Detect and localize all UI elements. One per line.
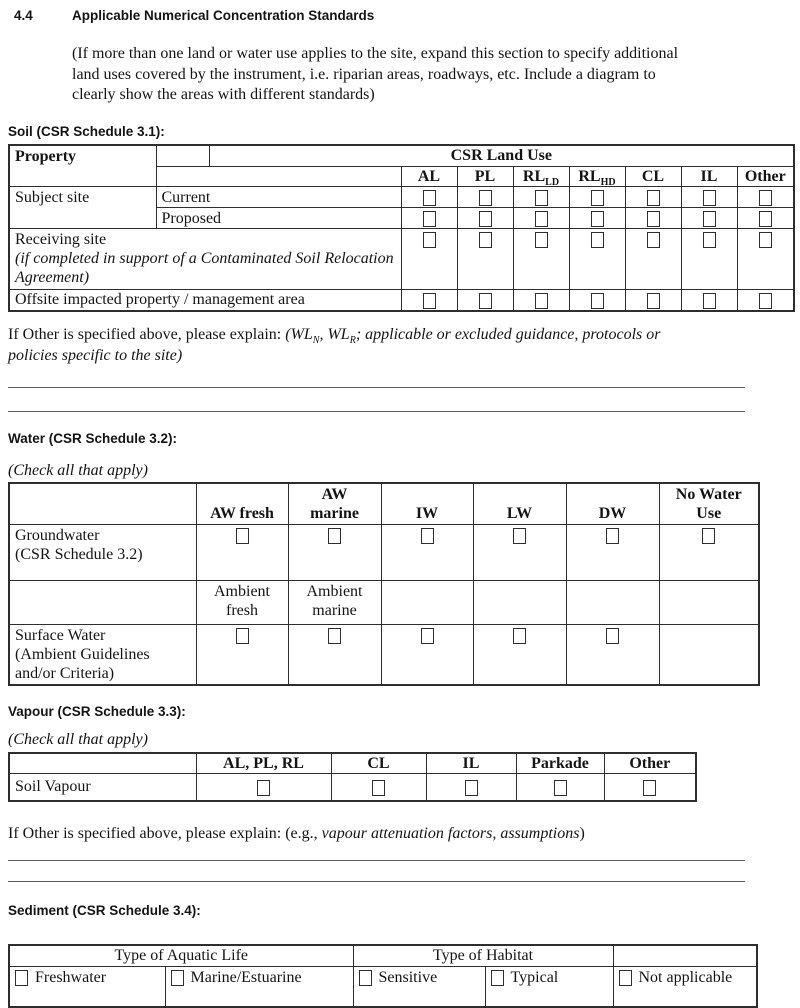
soil-current-cell — [737, 187, 794, 208]
sediment-option-label: Marine/Estuarine — [190, 969, 302, 986]
vapour-table — [8, 752, 697, 802]
surface-water-cell — [381, 625, 473, 685]
water-row-groundwater: Groundwater (CSR Schedule 3.2) — [9, 525, 196, 581]
water-heading: Water (CSR Schedule 3.2): — [8, 430, 178, 446]
vapour-col-header-il: IL — [426, 753, 516, 774]
checkbox-surface-dw[interactable] — [606, 628, 619, 644]
soil-offsite-cell — [625, 290, 681, 311]
checkbox-groundwater-aw-marine[interactable] — [328, 528, 341, 544]
intro-line: land uses covered by the instrument, i.e. riparian areas, roadways, etc. Include a diagram to — [72, 65, 656, 83]
intro-line: (If more than one land or water use applies to the site, expand this section to specify additional — [72, 45, 679, 62]
checkbox-groundwater-dw[interactable] — [606, 528, 619, 544]
sediment-option-label: Not applicable — [638, 969, 733, 986]
soil-current-cell — [569, 187, 625, 208]
soil-offsite-cell — [569, 290, 625, 311]
checkbox-soil-offsite-Other[interactable] — [759, 293, 772, 309]
vapour-explain — [8, 823, 793, 844]
water-blank-cell — [473, 581, 566, 625]
groundwater-cell — [196, 525, 288, 581]
groundwater-cell — [659, 525, 759, 581]
sediment-header-aquatic-life: Type of Aquatic Life — [9, 945, 353, 967]
vapour-blank-cell — [9, 753, 196, 774]
checkbox-soil-offsite-IL[interactable] — [703, 293, 716, 309]
soil-explain-prefix: If Other is specified above, please explain: — [8, 325, 286, 343]
receiving-site-label: Receiving site — [15, 231, 107, 248]
vapour-explain-italic: vapour attenuation factors, assumptions — [321, 824, 580, 842]
checkbox-vapour-il[interactable] — [465, 780, 478, 796]
groundwater-cell — [288, 525, 381, 581]
vapour-col-header-other: Other — [604, 753, 696, 774]
checkbox-soil-receiving-Other[interactable] — [759, 232, 772, 248]
sediment-option-label: Freshwater — [35, 969, 107, 986]
soil-proposed-cell — [457, 208, 513, 229]
soil-vapour-cell — [516, 774, 604, 801]
checkbox-surface-iw[interactable] — [421, 628, 434, 644]
soil-explain-writein-line-1[interactable] — [8, 387, 745, 388]
soil-explain-line2: policies specific to the site) — [8, 346, 183, 364]
checkbox-soil-receiving-RLHD[interactable] — [591, 232, 604, 248]
checkbox-soil-current-RLLD[interactable] — [535, 190, 548, 206]
soil-offsite-cell — [401, 290, 457, 311]
soil-proposed-cell — [681, 208, 737, 229]
groundwater-cell — [566, 525, 659, 581]
soil-row-proposed: Proposed — [156, 208, 401, 229]
soil-proposed-cell — [513, 208, 569, 229]
soil-vapour-cell — [331, 774, 426, 801]
soil-table — [8, 144, 795, 312]
checkbox-soil-receiving-PL[interactable] — [479, 232, 492, 248]
checkbox-soil-proposed-RLHD[interactable] — [591, 211, 604, 227]
vapour-col-header-parkade: Parkade — [516, 753, 604, 774]
water-col-header-iw: IW — [381, 483, 473, 525]
soil-col-header-PL: PL — [457, 167, 513, 187]
surface-water-cell — [288, 625, 381, 685]
soil-col-header-AL: AL — [401, 167, 457, 187]
soil-current-cell — [513, 187, 569, 208]
vapour-explain-writein-line-2[interactable] — [8, 881, 745, 882]
surface-water-cell — [473, 625, 566, 685]
checkbox-soil-current-Other[interactable] — [759, 190, 772, 206]
sediment-heading: Sediment (CSR Schedule 3.4): — [8, 902, 201, 918]
soil-heading: Soil (CSR Schedule 3.1): — [8, 123, 165, 139]
vapour-explain-writein-line-1[interactable] — [8, 860, 745, 861]
receiving-site-note: (if completed in support of a Contaminated Soil Relocation Agreement) — [15, 250, 394, 286]
soil-col-header-Other: Other — [737, 167, 794, 187]
soil-row-subject-site: Subject site — [9, 187, 156, 229]
water-blank-cell — [9, 483, 196, 525]
checkbox-sediment-freshwater[interactable] — [15, 970, 28, 986]
checkbox-soil-proposed-CL[interactable] — [647, 211, 660, 227]
soil-offsite-cell — [737, 290, 794, 311]
checkbox-sediment-not-applicable[interactable] — [619, 970, 632, 986]
soil-proposed-cell — [569, 208, 625, 229]
checkbox-surface-ambient-fresh[interactable] — [236, 628, 249, 644]
soil-receiving-cell — [401, 229, 457, 290]
soil-land-use-header: CSR Land Use — [209, 145, 794, 167]
soil-vapour-cell — [604, 774, 696, 801]
water-ambient-fresh-header: Ambient fresh — [196, 581, 288, 625]
water-check-note: (Check all that apply) — [8, 461, 148, 479]
soil-receiving-cell — [457, 229, 513, 290]
checkbox-soil-proposed-AL[interactable] — [423, 211, 436, 227]
water-col-header-aw-marine: AW marine — [288, 483, 381, 525]
checkbox-soil-offsite-PL[interactable] — [479, 293, 492, 309]
vapour-row-soil-vapour: Soil Vapour — [9, 774, 196, 801]
soil-col-header-IL: IL — [681, 167, 737, 187]
sediment-option-cell — [613, 967, 757, 1007]
checkbox-soil-offsite-RLLD[interactable] — [535, 293, 548, 309]
checkbox-soil-receiving-IL[interactable] — [703, 232, 716, 248]
water-col-header-aw-fresh: AW fresh — [196, 483, 288, 525]
soil-explain: If Other is specified above, please explain: ($WL_N$, $WL_R$; applicable or excluded guidance, protocols or policies specific to the site) — [8, 324, 793, 366]
soil-row-current: Current — [156, 187, 401, 208]
soil-receiving-cell — [513, 229, 569, 290]
checkbox-soil-current-PL[interactable] — [479, 190, 492, 206]
groundwater-cell — [381, 525, 473, 581]
checkbox-soil-receiving-CL[interactable] — [647, 232, 660, 248]
checkbox-vapour-cl[interactable] — [372, 780, 385, 796]
soil-current-cell — [681, 187, 737, 208]
soil-row-offsite: Offsite impacted property / management area — [9, 290, 401, 311]
soil-col-header-CL: CL — [625, 167, 681, 187]
soil-blank-cell — [156, 145, 209, 167]
soil-row-receiving-site — [9, 229, 401, 290]
water-table — [8, 482, 760, 686]
checkbox-soil-current-AL[interactable] — [423, 190, 436, 206]
checkbox-groundwater-no-water-use[interactable] — [702, 528, 715, 544]
checkbox-surface-lw[interactable] — [513, 628, 526, 644]
sediment-option-label: Sensitive — [378, 969, 438, 986]
section-number: 4.4 — [14, 8, 33, 23]
sediment-blank-cell — [613, 945, 757, 967]
vapour-col-header-cl: CL — [331, 753, 426, 774]
checkbox-sediment-sensitive[interactable] — [359, 970, 372, 986]
section-title: Applicable Numerical Concentration Standards — [72, 8, 375, 23]
water-blank-cell — [566, 581, 659, 625]
soil-property-header: Property — [9, 145, 156, 187]
water-blank-cell — [659, 581, 759, 625]
soil-receiving-cell — [737, 229, 794, 290]
soil-vapour-cell — [426, 774, 516, 801]
checkbox-soil-current-RLHD[interactable] — [591, 190, 604, 206]
water-ambient-marine-header: Ambient marine — [288, 581, 381, 625]
water-col-header-no-water-use: No Water Use — [659, 483, 759, 525]
vapour-explain-prefix: If Other is specified above, please explain: (e.g., — [8, 824, 322, 842]
checkbox-soil-proposed-PL[interactable] — [479, 211, 492, 227]
groundwater-cell — [473, 525, 566, 581]
vapour-col-header-al-pl-rl: AL, PL, RL — [196, 753, 331, 774]
checkbox-sediment-marine-estuarine[interactable] — [171, 970, 184, 986]
surface-water-cell — [196, 625, 288, 685]
sediment-table — [8, 944, 758, 1008]
intro-paragraph — [72, 44, 793, 106]
soil-receiving-cell — [569, 229, 625, 290]
vapour-heading: Vapour (CSR Schedule 3.3): — [8, 703, 186, 719]
checkbox-vapour-parkade[interactable] — [554, 780, 567, 796]
checkbox-groundwater-lw[interactable] — [513, 528, 526, 544]
soil-receiving-cell — [681, 229, 737, 290]
surface-water-cell — [566, 625, 659, 685]
checkbox-vapour-other[interactable] — [643, 780, 656, 796]
water-row-surface-water: Surface Water (Ambient Guidelines and/or Criteria) — [9, 625, 196, 685]
soil-current-cell — [457, 187, 513, 208]
soil-vapour-cell — [196, 774, 331, 801]
checkbox-soil-proposed-Other[interactable] — [759, 211, 772, 227]
checkbox-sediment-typical[interactable] — [491, 970, 504, 986]
soil-blank-cell — [156, 167, 401, 187]
checkbox-soil-proposed-IL[interactable] — [703, 211, 716, 227]
soil-offsite-cell — [457, 290, 513, 311]
vapour-explain-suffix: ) — [579, 824, 585, 842]
sediment-option-label: Typical — [510, 969, 559, 986]
checkbox-soil-receiving-RLLD[interactable] — [535, 232, 548, 248]
soil-current-cell — [625, 187, 681, 208]
checkbox-vapour-al-pl-rl[interactable] — [257, 780, 270, 796]
checkbox-surface-ambient-marine[interactable] — [328, 628, 341, 644]
checkbox-groundwater-iw[interactable] — [421, 528, 434, 544]
checkbox-soil-receiving-AL[interactable] — [423, 232, 436, 248]
soil-proposed-cell — [737, 208, 794, 229]
checkbox-soil-offsite-RLHD[interactable] — [591, 293, 604, 309]
vapour-check-note: (Check all that apply) — [8, 730, 148, 748]
checkbox-groundwater-aw-fresh[interactable] — [236, 528, 249, 544]
checkbox-soil-current-CL[interactable] — [647, 190, 660, 206]
sediment-option-cell — [165, 967, 353, 1007]
sediment-option-cell — [9, 967, 165, 1007]
sediment-header-habitat: Type of Habitat — [353, 945, 613, 967]
soil-offsite-cell — [681, 290, 737, 311]
soil-receiving-cell — [625, 229, 681, 290]
intro-line: clearly show the areas with different standards) — [72, 86, 375, 103]
sediment-option-cell — [353, 967, 485, 1007]
water-blank-cell — [381, 581, 473, 625]
checkbox-soil-offsite-CL[interactable] — [647, 293, 660, 309]
soil-offsite-cell — [513, 290, 569, 311]
checkbox-soil-offsite-AL[interactable] — [423, 293, 436, 309]
water-blank-cell — [659, 625, 759, 685]
water-col-header-lw: LW — [473, 483, 566, 525]
soil-proposed-cell — [625, 208, 681, 229]
sediment-option-cell — [485, 967, 613, 1007]
checkbox-soil-proposed-RLLD[interactable] — [535, 211, 548, 227]
checkbox-soil-current-IL[interactable] — [703, 190, 716, 206]
soil-proposed-cell — [401, 208, 457, 229]
section-heading — [8, 8, 793, 23]
water-col-header-dw: DW — [566, 483, 659, 525]
soil-col-header-RLHD: $RL_{HD}$ — [569, 167, 625, 187]
soil-current-cell — [401, 187, 457, 208]
soil-col-header-RLLD: $RL_{LD}$ — [513, 167, 569, 187]
soil-explain-writein-line-2[interactable] — [8, 411, 745, 412]
water-blank-cell — [9, 581, 196, 625]
